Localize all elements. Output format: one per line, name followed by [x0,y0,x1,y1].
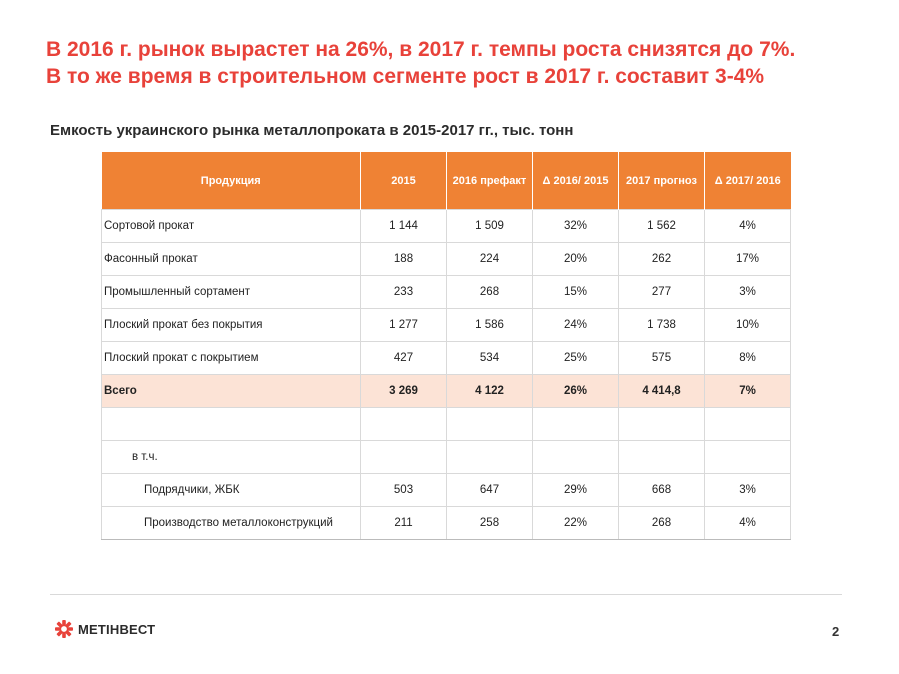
total-label: Всего [102,375,361,408]
delta-2016: 20% [533,243,619,276]
value-2015: 1 144 [361,210,447,243]
total-row [102,375,791,408]
value-2017: 268 [619,507,705,540]
product-name: Плоский прокат без покрытия [102,309,361,342]
logo-text: МЕТІНВЕСТ [78,621,156,637]
empty-cell [533,441,619,474]
delta-2016: 25% [533,342,619,375]
value-2016: 647 [447,474,533,507]
slide-headline [46,36,795,90]
headline-line-2: В то же время в строительном сегменте рост в 2017 г. составит 3-4% [46,65,765,88]
value-2015: 211 [361,507,447,540]
value-2015: 1 277 [361,309,447,342]
value-2017: 575 [619,342,705,375]
value-2016: 268 [447,276,533,309]
header-delta-2016: Δ 2016/ 2015 [533,152,619,210]
value-2015: 503 [361,474,447,507]
value-2016: 258 [447,507,533,540]
product-name: Сортовой прокат [102,210,361,243]
delta-2017: 10% [705,309,791,342]
value-2017: 262 [619,243,705,276]
delta-2017: 4% [705,507,791,540]
value-2016: 224 [447,243,533,276]
header-2017-forecast: 2017 прогноз [619,152,705,210]
table-row [102,243,791,276]
value-2015: 233 [361,276,447,309]
delta-2016: 22% [533,507,619,540]
empty-cell [705,408,791,441]
header-2016-prefact: 2016 префакт [447,152,533,210]
value-2017: 1 562 [619,210,705,243]
section-row [102,441,791,474]
value-2016: 534 [447,342,533,375]
empty-cell [619,408,705,441]
value-2017: 668 [619,474,705,507]
delta-2017: 8% [705,342,791,375]
delta-2017: 17% [705,243,791,276]
delta-2016: 15% [533,276,619,309]
table-row [102,276,791,309]
delta-2016: 24% [533,309,619,342]
table-title: Емкость украинского рынка металлопроката в 2015-2017 гг., тыс. тонн [50,122,574,139]
value-2017: 277 [619,276,705,309]
empty-cell [705,441,791,474]
empty-cell [361,408,447,441]
headline-line-1: В 2016 г. рынок вырастет на 26%, в 2017 г. темпы роста снизятся до 7%. [46,38,796,61]
empty-row [102,408,791,441]
sub-product-name: Производство металлоконструкций [102,507,361,540]
metinvest-star-icon [55,620,73,638]
table-row [102,474,791,507]
footer-divider [50,594,842,595]
empty-cell [447,408,533,441]
value-2017: 1 738 [619,309,705,342]
header-product: Продукция [102,152,361,210]
delta-2016: 29% [533,474,619,507]
page-number: 2 [832,624,840,639]
value-2016: 1 509 [447,210,533,243]
delta-2017: 3% [705,474,791,507]
delta-2017: 3% [705,276,791,309]
section-label: в т.ч. [102,441,361,474]
total-2015: 3 269 [361,375,447,408]
table-row [102,210,791,243]
delta-2016: 32% [533,210,619,243]
header-2015: 2015 [361,152,447,210]
total-delta-2016: 26% [533,375,619,408]
product-name: Плоский прокат с покрытием [102,342,361,375]
market-table [101,152,791,540]
value-2015: 427 [361,342,447,375]
delta-2017: 4% [705,210,791,243]
total-2016: 4 122 [447,375,533,408]
value-2015: 188 [361,243,447,276]
empty-cell [447,441,533,474]
table-row [102,507,791,540]
empty-cell [361,441,447,474]
empty-cell [619,441,705,474]
value-2016: 1 586 [447,309,533,342]
total-delta-2017: 7% [705,375,791,408]
total-2017: 4 414,8 [619,375,705,408]
company-logo [55,620,155,638]
product-name: Фасонный прокат [102,243,361,276]
sub-product-name: Подрядчики, ЖБК [102,474,361,507]
table-row [102,309,791,342]
header-delta-2017: Δ 2017/ 2016 [705,152,791,210]
product-name: Промышленный сортамент [102,276,361,309]
table-header-row [102,152,791,210]
empty-cell [102,408,361,441]
table-row [102,342,791,375]
empty-cell [533,408,619,441]
